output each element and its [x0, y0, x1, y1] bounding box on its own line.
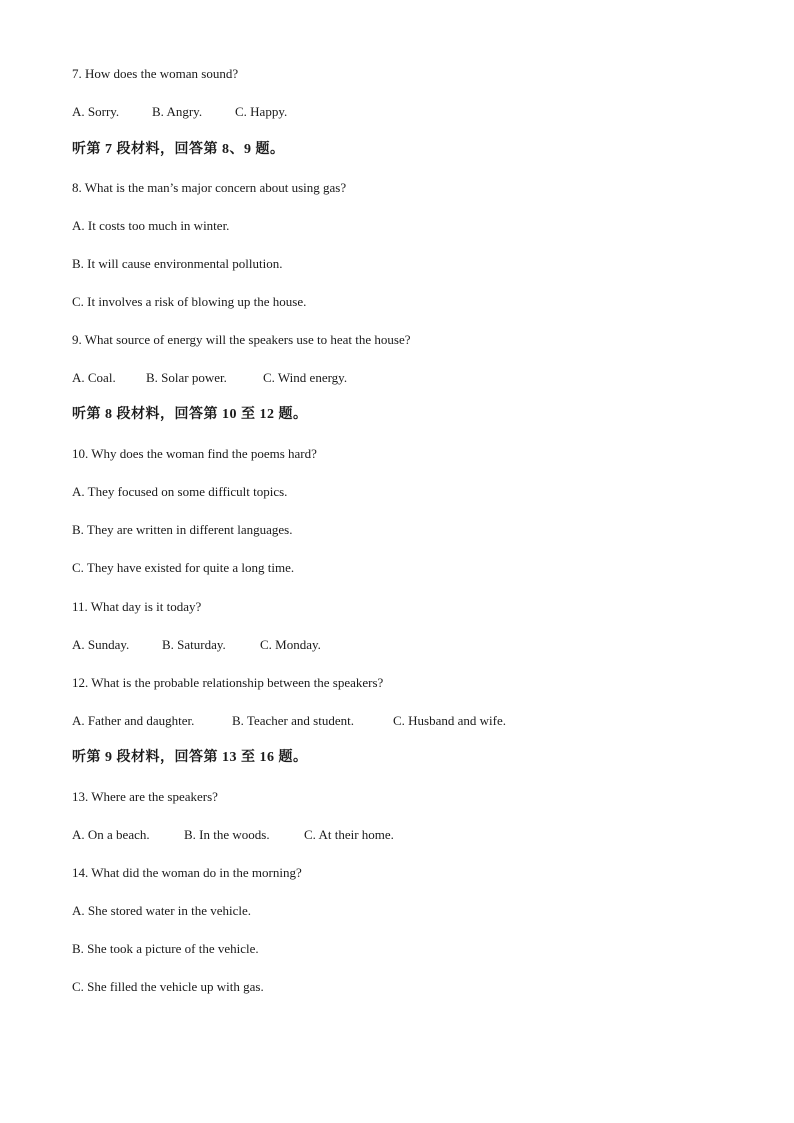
question-8-option-b: B. It will cause environmental pollution. — [72, 256, 283, 271]
question-9-prompt: 9. What source of energy will the speakers use to heat the house? — [72, 332, 411, 347]
question-9-option-b: B. Solar power. — [146, 370, 227, 385]
question-14-option-b: B. She took a picture of the vehicle. — [72, 941, 259, 956]
question-12-option-c: C. Husband and wife. — [393, 713, 507, 728]
question-9-option-c: C. Wind energy. — [263, 370, 348, 385]
section-8-heading: 听第 8 段材料，回答第 10 至 12 题。 — [72, 407, 308, 422]
question-9-option-a: A. Coal. — [72, 370, 116, 385]
question-8-option-c: C. It involves a risk of blowing up the house. — [72, 294, 307, 309]
question-12-option-b: B. Teacher and student. — [232, 713, 354, 728]
question-10-option-c: C. They have existed for quite a long time. — [72, 560, 295, 575]
question-13-option-b: B. In the woods. — [184, 827, 270, 842]
question-13-prompt: 13. Where are the speakers? — [72, 789, 218, 804]
question-7-prompt: 7. How does the woman sound? — [72, 66, 239, 81]
question-11-prompt: 11. What day is it today? — [72, 599, 202, 614]
section-7-heading: 听第 7 段材料，回答第 8、9 题。 — [72, 142, 285, 157]
question-8-option-a: A. It costs too much in winter. — [72, 218, 230, 233]
question-13-option-c: C. At their home. — [304, 827, 394, 842]
question-7-option-a: A. Sorry. — [72, 104, 120, 119]
question-11-option-b: B. Saturday. — [162, 637, 226, 652]
question-14-option-a: A. She stored water in the vehicle. — [72, 903, 252, 918]
question-14-prompt: 14. What did the woman do in the morning? — [72, 865, 302, 880]
question-12-option-a: A. Father and daughter. — [72, 713, 195, 728]
question-12-prompt: 12. What is the probable relationship between the speakers? — [72, 675, 384, 690]
question-8-prompt: 8. What is the man’s major concern about using gas? — [72, 180, 347, 195]
question-7-option-c: C. Happy. — [235, 104, 288, 119]
question-10-prompt: 10. Why does the woman find the poems hard? — [72, 446, 317, 461]
question-10-option-b: B. They are written in different languages. — [72, 522, 293, 537]
question-11-option-c: C. Monday. — [260, 637, 321, 652]
question-7-option-b: B. Angry. — [152, 104, 203, 119]
question-13-option-a: A. On a beach. — [72, 827, 150, 842]
question-10-option-a: A. They focused on some difficult topics. — [72, 484, 288, 499]
section-9-heading: 听第 9 段材料，回答第 13 至 16 题。 — [72, 750, 308, 765]
question-11-option-a: A. Sunday. — [72, 637, 130, 652]
question-14-option-c: C. She filled the vehicle up with gas. — [72, 979, 264, 994]
